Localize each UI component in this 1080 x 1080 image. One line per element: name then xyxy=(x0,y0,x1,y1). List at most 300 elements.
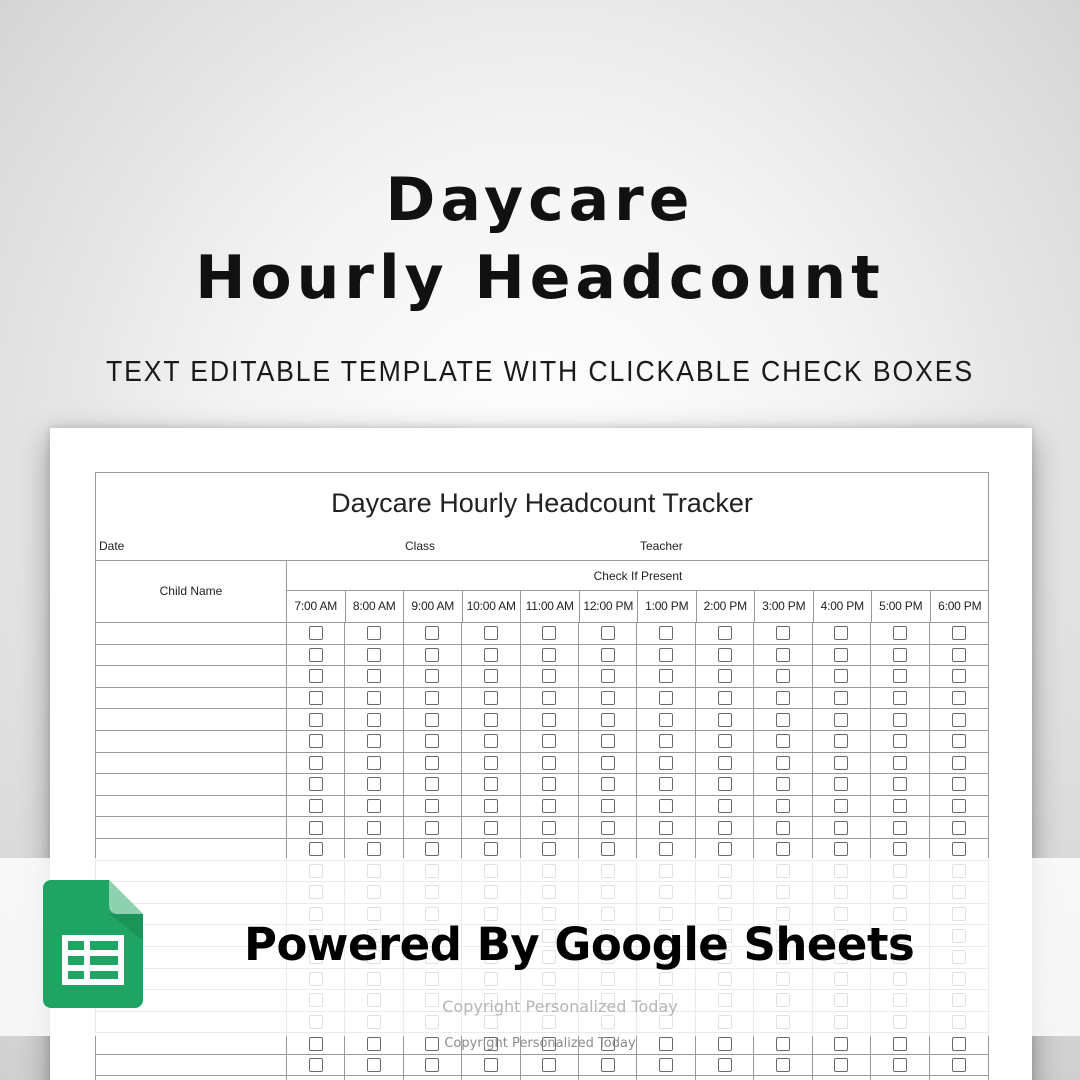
present-checkbox[interactable] xyxy=(718,713,732,727)
child-name-header: Child Name xyxy=(96,561,287,622)
headline-line-1: Daycare xyxy=(385,165,695,235)
checkbox-cell xyxy=(404,1076,462,1080)
checkbox-cell xyxy=(813,1076,871,1080)
present-checkbox[interactable] xyxy=(542,821,556,835)
present-checkbox[interactable] xyxy=(425,734,439,748)
present-checkbox[interactable] xyxy=(834,756,848,770)
checkbox-cell xyxy=(813,839,871,860)
present-checkbox[interactable] xyxy=(834,713,848,727)
checkbox-cell xyxy=(871,753,929,774)
present-checkbox[interactable] xyxy=(659,799,673,813)
checkbox-cell xyxy=(813,709,871,730)
present-checkbox[interactable] xyxy=(718,799,732,813)
checkbox-cell xyxy=(930,1076,988,1080)
present-checkbox[interactable] xyxy=(367,648,381,662)
present-checkbox[interactable] xyxy=(542,799,556,813)
present-checkbox[interactable] xyxy=(718,691,732,705)
checkbox-cell xyxy=(404,688,462,709)
child-name-cell[interactable] xyxy=(96,839,287,860)
present-checkbox[interactable] xyxy=(776,734,790,748)
present-checkbox[interactable] xyxy=(952,821,966,835)
checkbox-cell xyxy=(345,774,403,795)
present-checkbox[interactable] xyxy=(776,777,790,791)
present-checkbox[interactable] xyxy=(425,669,439,683)
present-checkbox[interactable] xyxy=(309,756,323,770)
present-checkbox[interactable] xyxy=(484,648,498,662)
present-checkbox[interactable] xyxy=(484,669,498,683)
checkbox-cell xyxy=(754,666,812,687)
present-checkbox[interactable] xyxy=(718,777,732,791)
present-checkbox[interactable] xyxy=(776,799,790,813)
checkbox-cell xyxy=(696,839,754,860)
checkbox-cell xyxy=(521,1076,579,1080)
present-checkbox[interactable] xyxy=(425,713,439,727)
checkbox-cell xyxy=(345,753,403,774)
present-checkbox[interactable] xyxy=(542,777,556,791)
checkbox-cell xyxy=(404,753,462,774)
checkbox-cell xyxy=(637,623,695,644)
present-checkbox[interactable] xyxy=(893,713,907,727)
present-checkbox[interactable] xyxy=(601,734,615,748)
checkbox-cell xyxy=(345,645,403,666)
present-checkbox[interactable] xyxy=(893,756,907,770)
present-checkbox[interactable] xyxy=(834,648,848,662)
checkbox-cell xyxy=(462,1055,520,1076)
checkbox-cell xyxy=(404,709,462,730)
time-header-row xyxy=(287,591,989,622)
present-checkbox[interactable] xyxy=(659,648,673,662)
checkbox-cell xyxy=(287,666,345,687)
checkbox-cell xyxy=(579,839,637,860)
present-checkbox[interactable] xyxy=(659,842,673,856)
powered-by-google-sheets: Powered By Google Sheets xyxy=(244,918,915,971)
table-row xyxy=(96,645,988,667)
time-header-9: 4:00 PM xyxy=(814,591,873,622)
checkbox-cell xyxy=(579,645,637,666)
checkbox-cell xyxy=(404,1055,462,1076)
checkbox-cell xyxy=(579,1055,637,1076)
present-checkbox[interactable] xyxy=(659,691,673,705)
checkbox-cell xyxy=(696,645,754,666)
date-label[interactable]: Date xyxy=(99,539,125,553)
checkbox-cell xyxy=(637,1055,695,1076)
time-header-3: 10:00 AM xyxy=(463,591,522,622)
table-row xyxy=(96,688,988,710)
present-checkbox[interactable] xyxy=(484,626,498,640)
child-name-cell[interactable] xyxy=(96,1076,287,1080)
checkbox-cell xyxy=(404,774,462,795)
checkbox-cell xyxy=(637,688,695,709)
checkbox-cell xyxy=(813,753,871,774)
present-checkbox[interactable] xyxy=(425,799,439,813)
checkbox-cell xyxy=(404,645,462,666)
checkbox-cell xyxy=(462,645,520,666)
present-checkbox[interactable] xyxy=(952,756,966,770)
present-checkbox[interactable] xyxy=(776,626,790,640)
checkbox-cell xyxy=(287,645,345,666)
present-checkbox[interactable] xyxy=(952,691,966,705)
checkbox-cell xyxy=(696,1055,754,1076)
present-checkbox[interactable] xyxy=(776,821,790,835)
present-checkbox[interactable] xyxy=(309,691,323,705)
present-checkbox[interactable] xyxy=(309,821,323,835)
checkbox-cell xyxy=(637,796,695,817)
present-checkbox[interactable] xyxy=(367,799,381,813)
present-checkbox[interactable] xyxy=(776,713,790,727)
checkbox-cell xyxy=(930,666,988,687)
checkbox-cell xyxy=(813,645,871,666)
present-checkbox[interactable] xyxy=(834,799,848,813)
checkbox-cell xyxy=(579,796,637,817)
present-checkbox[interactable] xyxy=(367,821,381,835)
checkbox-cell xyxy=(637,839,695,860)
present-checkbox[interactable] xyxy=(542,648,556,662)
checkbox-cell xyxy=(696,796,754,817)
checkbox-cell xyxy=(754,1076,812,1080)
checkbox-cell xyxy=(813,796,871,817)
child-name-cell[interactable] xyxy=(96,623,287,644)
checkbox-cell xyxy=(813,666,871,687)
checkbox-cell xyxy=(930,688,988,709)
checkbox-cell xyxy=(754,774,812,795)
present-checkbox[interactable] xyxy=(484,777,498,791)
checkbox-cell xyxy=(754,731,812,752)
checkbox-cell xyxy=(754,688,812,709)
checkbox-cell xyxy=(871,623,929,644)
checkbox-cell xyxy=(345,839,403,860)
present-checkbox[interactable] xyxy=(309,734,323,748)
present-checkbox[interactable] xyxy=(309,669,323,683)
present-checkbox[interactable] xyxy=(718,821,732,835)
checkbox-cell xyxy=(345,709,403,730)
checkbox-cell xyxy=(930,709,988,730)
present-checkbox[interactable] xyxy=(309,842,323,856)
present-checkbox[interactable] xyxy=(893,648,907,662)
table-row xyxy=(96,796,988,818)
checkbox-cell xyxy=(696,1076,754,1080)
present-checkbox[interactable] xyxy=(367,1058,381,1072)
present-checkbox[interactable] xyxy=(952,734,966,748)
present-checkbox[interactable] xyxy=(601,842,615,856)
present-checkbox[interactable] xyxy=(601,756,615,770)
present-checkbox[interactable] xyxy=(952,648,966,662)
present-checkbox[interactable] xyxy=(893,669,907,683)
present-checkbox[interactable] xyxy=(952,626,966,640)
present-checkbox[interactable] xyxy=(425,1058,439,1072)
present-checkbox[interactable] xyxy=(542,691,556,705)
checkbox-cell xyxy=(813,623,871,644)
present-checkbox[interactable] xyxy=(309,626,323,640)
checkbox-cell xyxy=(287,817,345,838)
table-header xyxy=(96,561,988,623)
checkbox-cell xyxy=(345,1076,403,1080)
checkbox-cell xyxy=(579,666,637,687)
table-row xyxy=(96,1055,988,1077)
class-label[interactable]: Class xyxy=(405,539,436,553)
present-checkbox[interactable] xyxy=(776,648,790,662)
checkbox-cell xyxy=(521,645,579,666)
checkbox-cell xyxy=(813,731,871,752)
checkbox-cell xyxy=(287,753,345,774)
checkbox-cell xyxy=(871,645,929,666)
present-checkbox[interactable] xyxy=(659,1058,673,1072)
present-checkbox[interactable] xyxy=(425,626,439,640)
present-checkbox[interactable] xyxy=(893,734,907,748)
checkbox-cell xyxy=(579,731,637,752)
table-row xyxy=(96,666,988,688)
present-checkbox[interactable] xyxy=(659,821,673,835)
present-checkbox[interactable] xyxy=(542,734,556,748)
checkbox-cell xyxy=(521,796,579,817)
present-checkbox[interactable] xyxy=(425,691,439,705)
checkbox-cell xyxy=(754,1055,812,1076)
present-checkbox[interactable] xyxy=(601,669,615,683)
checkbox-cell xyxy=(521,817,579,838)
present-checkbox[interactable] xyxy=(484,842,498,856)
present-checkbox[interactable] xyxy=(893,842,907,856)
child-name-cell[interactable] xyxy=(96,731,287,752)
present-checkbox[interactable] xyxy=(601,626,615,640)
checkbox-cell xyxy=(287,839,345,860)
checkbox-cell xyxy=(345,731,403,752)
present-checkbox[interactable] xyxy=(484,756,498,770)
subtitle: TEXT EDITABLE TEMPLATE WITH CLICKABLE CHECK BOXES xyxy=(105,356,975,388)
present-checkbox[interactable] xyxy=(309,713,323,727)
checkbox-cell xyxy=(521,839,579,860)
present-checkbox[interactable] xyxy=(601,1058,615,1072)
checkbox-cell xyxy=(404,623,462,644)
present-checkbox[interactable] xyxy=(367,756,381,770)
present-checkbox[interactable] xyxy=(834,626,848,640)
checkbox-cell xyxy=(930,774,988,795)
present-checkbox[interactable] xyxy=(309,799,323,813)
checkbox-cell xyxy=(813,1055,871,1076)
present-checkbox[interactable] xyxy=(425,777,439,791)
checkbox-cell xyxy=(462,688,520,709)
child-name-cell[interactable] xyxy=(96,688,287,709)
checkbox-cell xyxy=(871,774,929,795)
present-checkbox[interactable] xyxy=(893,799,907,813)
present-checkbox[interactable] xyxy=(834,669,848,683)
child-name-cell[interactable] xyxy=(96,817,287,838)
table-row xyxy=(96,731,988,753)
checkbox-cell xyxy=(579,623,637,644)
present-checkbox[interactable] xyxy=(659,756,673,770)
checkbox-cell xyxy=(637,1076,695,1080)
checkbox-cell xyxy=(579,1076,637,1080)
child-name-cell[interactable] xyxy=(96,1055,287,1076)
checkbox-cell xyxy=(930,623,988,644)
present-checkbox[interactable] xyxy=(776,691,790,705)
present-checkbox[interactable] xyxy=(659,669,673,683)
checkbox-cell xyxy=(521,1055,579,1076)
present-checkbox[interactable] xyxy=(776,756,790,770)
table-row xyxy=(96,623,988,645)
checkbox-cell xyxy=(696,817,754,838)
checkbox-cell xyxy=(345,817,403,838)
present-checkbox[interactable] xyxy=(659,713,673,727)
present-checkbox[interactable] xyxy=(367,842,381,856)
table-row xyxy=(96,817,988,839)
checkbox-cell xyxy=(696,731,754,752)
present-checkbox[interactable] xyxy=(834,777,848,791)
present-checkbox[interactable] xyxy=(952,1058,966,1072)
child-name-cell[interactable] xyxy=(96,774,287,795)
present-checkbox[interactable] xyxy=(718,626,732,640)
present-checkbox[interactable] xyxy=(484,1058,498,1072)
present-checkbox[interactable] xyxy=(718,648,732,662)
present-checkbox[interactable] xyxy=(776,669,790,683)
table-row xyxy=(96,774,988,796)
teacher-label[interactable]: Teacher xyxy=(640,539,683,553)
checkbox-cell xyxy=(930,753,988,774)
checkbox-cell xyxy=(696,774,754,795)
present-checkbox[interactable] xyxy=(367,691,381,705)
present-checkbox[interactable] xyxy=(484,713,498,727)
present-checkbox[interactable] xyxy=(367,626,381,640)
checkbox-cell xyxy=(462,623,520,644)
checkbox-cell xyxy=(462,796,520,817)
present-checkbox[interactable] xyxy=(659,734,673,748)
present-checkbox[interactable] xyxy=(425,648,439,662)
time-header-1: 8:00 AM xyxy=(346,591,405,622)
present-checkbox[interactable] xyxy=(367,777,381,791)
present-checkbox[interactable] xyxy=(834,1058,848,1072)
present-checkbox[interactable] xyxy=(309,648,323,662)
checkbox-cell xyxy=(871,1055,929,1076)
present-checkbox[interactable] xyxy=(893,626,907,640)
copyright-watermark: Copyright Personalized Today xyxy=(442,997,678,1016)
present-checkbox[interactable] xyxy=(952,669,966,683)
checkbox-cell xyxy=(462,753,520,774)
checkbox-cell xyxy=(871,709,929,730)
checkbox-cell xyxy=(462,709,520,730)
present-checkbox[interactable] xyxy=(718,756,732,770)
present-checkbox[interactable] xyxy=(659,777,673,791)
child-name-cell[interactable] xyxy=(96,753,287,774)
checkbox-cell xyxy=(345,688,403,709)
child-name-cell[interactable] xyxy=(96,709,287,730)
checkbox-cell xyxy=(462,731,520,752)
present-checkbox[interactable] xyxy=(601,648,615,662)
present-checkbox[interactable] xyxy=(834,691,848,705)
present-checkbox[interactable] xyxy=(601,821,615,835)
present-checkbox[interactable] xyxy=(718,842,732,856)
child-name-cell[interactable] xyxy=(96,666,287,687)
checkbox-cell xyxy=(930,731,988,752)
present-checkbox[interactable] xyxy=(309,777,323,791)
present-checkbox[interactable] xyxy=(601,799,615,813)
checkbox-cell xyxy=(579,688,637,709)
present-checkbox[interactable] xyxy=(718,1058,732,1072)
checkbox-cell xyxy=(345,1055,403,1076)
present-checkbox[interactable] xyxy=(425,821,439,835)
checkbox-cell xyxy=(871,796,929,817)
checkbox-cell xyxy=(754,817,812,838)
present-checkbox[interactable] xyxy=(659,626,673,640)
checkbox-cell xyxy=(813,774,871,795)
present-checkbox[interactable] xyxy=(425,756,439,770)
tracker-title: Daycare Hourly Headcount Tracker xyxy=(331,488,753,518)
present-checkbox[interactable] xyxy=(367,734,381,748)
checkbox-cell xyxy=(871,666,929,687)
present-checkbox[interactable] xyxy=(952,799,966,813)
time-header-0: 7:00 AM xyxy=(287,591,346,622)
present-checkbox[interactable] xyxy=(952,713,966,727)
checkbox-cell xyxy=(696,688,754,709)
checkbox-cell xyxy=(754,839,812,860)
checkbox-cell xyxy=(930,817,988,838)
present-checkbox[interactable] xyxy=(542,756,556,770)
copyright-watermark-secondary: Copyright Personalized Today xyxy=(444,1036,636,1051)
present-checkbox[interactable] xyxy=(776,1058,790,1072)
present-checkbox[interactable] xyxy=(601,691,615,705)
present-checkbox[interactable] xyxy=(601,713,615,727)
present-checkbox[interactable] xyxy=(952,777,966,791)
checkbox-cell xyxy=(579,817,637,838)
checkbox-cell xyxy=(754,623,812,644)
present-checkbox[interactable] xyxy=(718,734,732,748)
present-checkbox[interactable] xyxy=(834,734,848,748)
present-checkbox[interactable] xyxy=(542,669,556,683)
time-header-11: 6:00 PM xyxy=(938,599,982,613)
present-checkbox[interactable] xyxy=(893,691,907,705)
checkbox-cell xyxy=(754,796,812,817)
present-checkbox[interactable] xyxy=(601,777,615,791)
checkbox-cell xyxy=(287,1076,345,1080)
checkbox-cell xyxy=(579,753,637,774)
tracker-meta-row xyxy=(96,535,988,561)
checkbox-cell xyxy=(462,774,520,795)
present-checkbox[interactable] xyxy=(542,626,556,640)
present-checkbox[interactable] xyxy=(309,1058,323,1072)
present-checkbox[interactable] xyxy=(834,821,848,835)
present-checkbox[interactable] xyxy=(542,842,556,856)
present-checkbox[interactable] xyxy=(893,821,907,835)
present-checkbox[interactable] xyxy=(484,821,498,835)
checkbox-cell xyxy=(462,1076,520,1080)
checkbox-cell xyxy=(637,666,695,687)
checkbox-cell xyxy=(521,623,579,644)
checkbox-cell xyxy=(871,817,929,838)
present-checkbox[interactable] xyxy=(367,713,381,727)
present-checkbox[interactable] xyxy=(367,669,381,683)
present-checkbox[interactable] xyxy=(718,669,732,683)
time-header-4: 11:00 AM xyxy=(521,591,580,622)
checkbox-cell xyxy=(287,774,345,795)
present-checkbox[interactable] xyxy=(893,777,907,791)
present-checkbox[interactable] xyxy=(834,842,848,856)
time-header-7: 2:00 PM xyxy=(697,591,756,622)
present-checkbox[interactable] xyxy=(425,842,439,856)
present-checkbox[interactable] xyxy=(484,691,498,705)
present-checkbox[interactable] xyxy=(542,713,556,727)
child-name-cell[interactable] xyxy=(96,645,287,666)
present-checkbox[interactable] xyxy=(776,842,790,856)
child-name-cell[interactable] xyxy=(96,796,287,817)
checkbox-cell xyxy=(521,688,579,709)
present-checkbox[interactable] xyxy=(542,1058,556,1072)
checkbox-cell xyxy=(579,774,637,795)
present-checkbox[interactable] xyxy=(484,799,498,813)
time-header-10: 5:00 PM xyxy=(872,591,931,622)
present-checkbox[interactable] xyxy=(952,842,966,856)
checkbox-cell xyxy=(579,709,637,730)
present-checkbox[interactable] xyxy=(893,1058,907,1072)
checkbox-cell xyxy=(404,839,462,860)
checkbox-cell xyxy=(404,796,462,817)
present-checkbox[interactable] xyxy=(484,734,498,748)
